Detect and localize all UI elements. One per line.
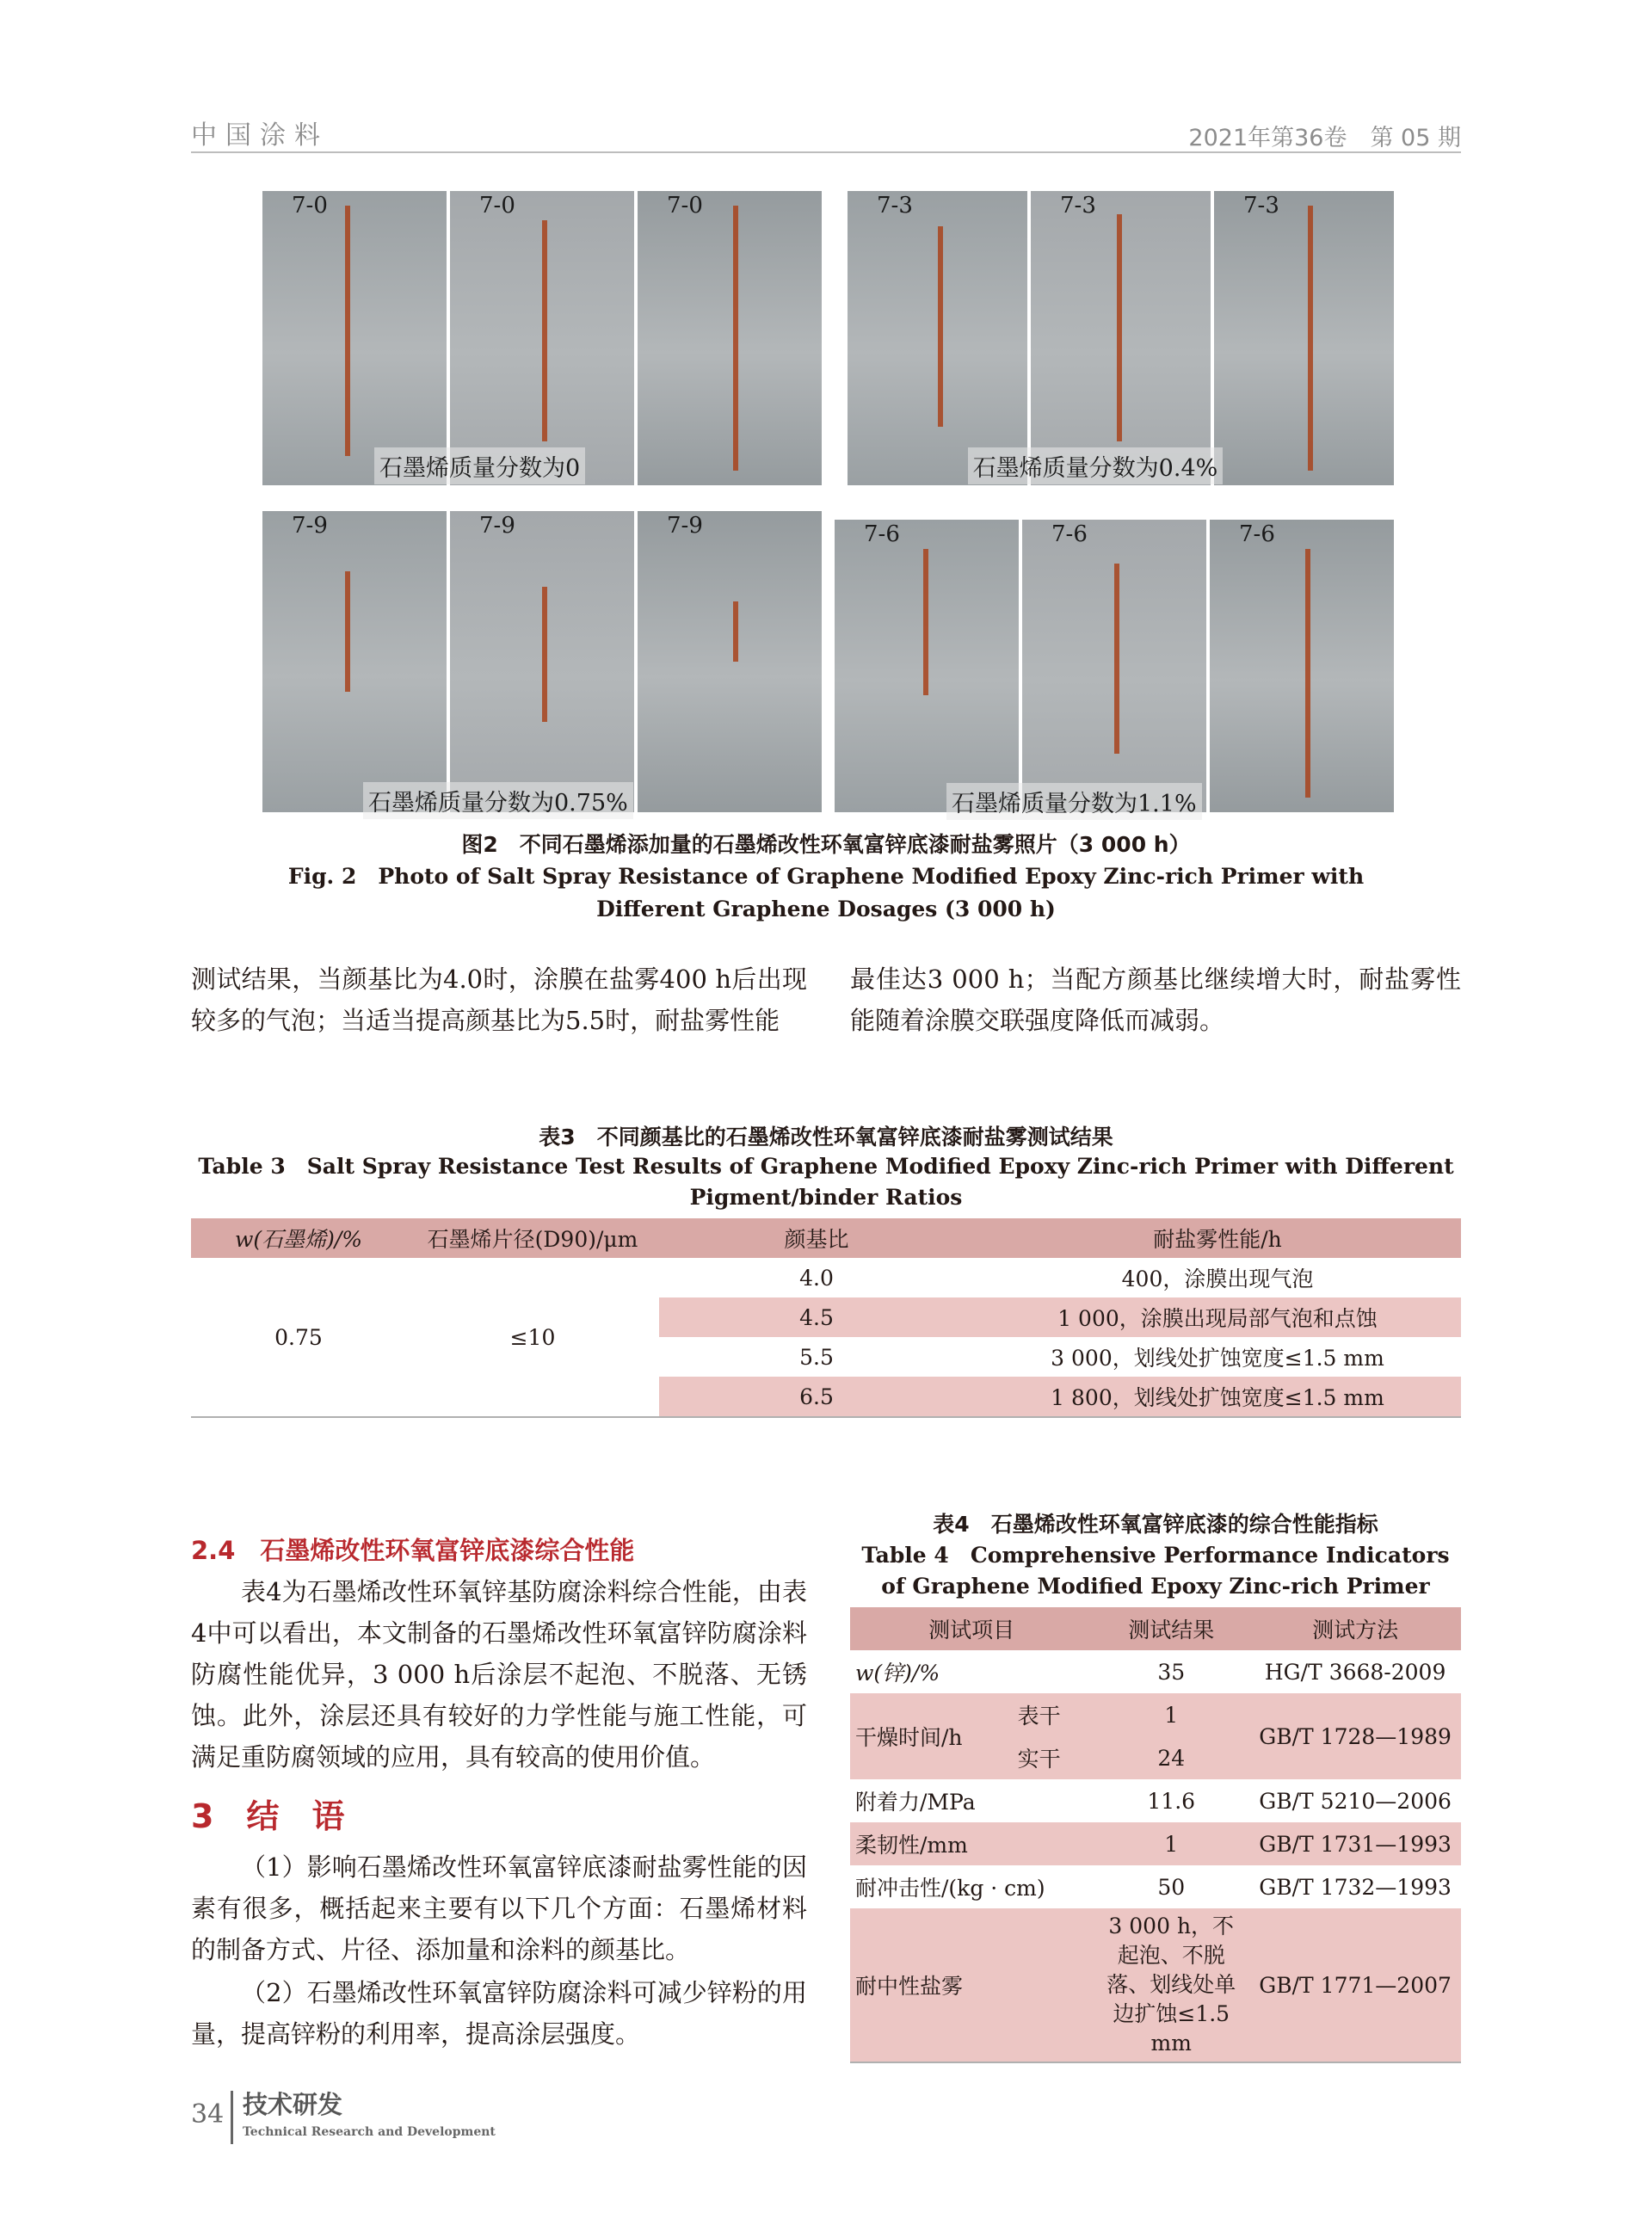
rust-scribe [733,601,738,662]
table-row [850,1650,1461,1693]
result-cell: 3 000 h，不起泡、不脱落、划线处单边扩蚀≤1.5 mm [1093,1908,1249,2062]
ratio-cell: 4.0 [799,1265,834,1291]
specimen-label: 7-0 [292,193,328,219]
col-header: 测试结果 [1093,1607,1249,1650]
method-cell: GB/T 1728—1989 [1249,1693,1461,1779]
size-value: ≤10 [406,1258,659,1417]
specimen-label: 7-6 [1051,521,1088,547]
page-number: 34 [191,2099,225,2129]
section-3-p2: （2）石墨烯改性环氧富锌防腐涂料可减少锌粉的用量，提高锌粉的利用率，提高涂层强度。 [191,1978,807,2049]
method-cell: GB/T 5210—2006 [1259,1788,1452,1814]
specimen-panel [1214,191,1394,485]
table4 [850,1607,1461,2063]
result-cell: 11.6 [1147,1788,1196,1814]
specimen-panel [262,191,447,485]
item-cell: 耐冲击性/(kg · cm) [855,1876,1045,1901]
col-header: 测试项目 [850,1607,1093,1650]
photo-group-0.75 [262,511,822,817]
result-cell: 3 000，划线处扩蚀宽度≤1.5 mm [1051,1346,1384,1371]
rust-scribe [923,549,928,695]
col-header: 颜基比 [659,1218,974,1258]
paragraph-left: 测试结果，当颜基比为4.0时，涂膜在盐雾400 h后出现较多的气泡；当适当提高颜基比为5.5时，耐盐雾性能 [191,965,807,1035]
result-cell: 35 [1157,1659,1186,1685]
result-cell: 1 800，划线处扩蚀宽度≤1.5 mm [974,1377,1461,1417]
photo-group-0 [262,191,822,485]
photo-group-1.1 [835,520,1394,817]
ratio-cell: 5.5 [799,1344,834,1370]
column-name-en: Technical Research and Development [243,2125,496,2139]
table-row [850,1908,1461,2062]
paragraph-right: 最佳达3 000 h；当配方颜基比继续增大时，耐盐雾性能随着涂膜交联强度降低而减弱。 [850,965,1461,1035]
section-3-heading: 3 结 语 [191,1797,345,1835]
specimen-label: 7-0 [667,193,703,219]
figure-caption-cn: 图2 不同石墨烯添加量的石墨烯改性环氧富锌底漆耐盐雾照片（3 000 h） [461,832,1191,857]
item-cell: 干燥时间/h [850,1693,985,1779]
specimen-panel [835,520,1019,812]
dosage-caption: 石墨烯质量分数为0.4% [968,447,1224,484]
table-row [191,1258,1461,1297]
dosage-caption: 石墨烯质量分数为0 [374,447,585,484]
result-cell: 24 [1093,1736,1249,1779]
table-row [850,1779,1461,1822]
table3-title-en: Table 3 Salt Spray Resistance Test Results of Graphene Modified Epoxy Zinc-rich Primer with Different Pigment/binder Ratios [198,1154,1454,1210]
rust-scribe [542,220,547,441]
method-cell: HG/T 3668-2009 [1264,1659,1446,1685]
result-cell: 1 [1093,1693,1249,1736]
section-3-p1: （1）影响石墨烯改性环氧富锌底漆耐盐雾性能的因素有很多，概括起来主要有以下几个方面：石墨烯材料的制备方式、片径、添加量和涂料的颜基比。 [191,1852,807,1964]
rust-scribe [1305,549,1310,798]
col-header: 耐盐雾性能/h [974,1218,1461,1258]
dosage-caption: 石墨烯质量分数为1.1% [946,783,1202,820]
table4-title-cn: 表4 石墨烯改性环氧富锌底漆的综合性能指标 [933,1512,1378,1537]
rust-scribe [1308,206,1313,471]
specimen-panel [1210,520,1394,812]
item-cell: 附着力/MPa [855,1790,976,1815]
ratio-cell: 4.5 [659,1297,974,1337]
section-2-4-heading: 2.4 石墨烯改性环氧富锌底漆综合性能 [191,1536,635,1565]
specimen-panel [638,511,822,812]
specimen-panel [450,511,634,812]
table-header-row [850,1607,1461,1650]
method-cell: GB/T 1771—2007 [1249,1908,1461,2062]
result-cell: 1 000，涂膜出现局部气泡和点蚀 [974,1297,1461,1337]
result-cell: 1 [1093,1822,1249,1865]
table-row [850,1693,1461,1736]
footer-divider [231,2091,233,2144]
figure-caption-en: Fig. 2 Photo of Salt Spray Resistance of Graphene Modified Epoxy Zinc-rich Primer with Different Graphene Dosages (3 000 h) [287,864,1365,921]
specimen-label: 7-6 [1239,521,1275,547]
rust-scribe [1117,214,1122,441]
table3-title-cn: 表3 不同颜基比的石墨烯改性环氧富锌底漆耐盐雾测试结果 [539,1125,1113,1149]
specimen-label: 7-3 [877,193,913,219]
issue-info: 2021年第36卷 第 05 期 [1188,125,1461,151]
item-cell: 耐中性盐雾 [850,1908,1093,2062]
specimen-panel [1031,191,1211,485]
specimen-panel [1022,520,1206,812]
rust-scribe [1114,564,1119,754]
specimen-label: 7-9 [667,513,703,539]
rust-scribe [542,587,547,723]
specimen-label: 7-3 [1243,193,1279,219]
rust-scribe [938,226,943,427]
specimen-label: 7-9 [292,513,328,539]
table3 [191,1218,1461,1418]
specimen-label: 7-9 [479,513,515,539]
table-row [850,1865,1461,1908]
table-row [850,1822,1461,1865]
rust-scribe [345,206,350,456]
header-divider [191,151,1461,153]
method-cell: GB/T 1732—1993 [1259,1874,1452,1900]
rust-scribe [345,571,350,692]
sub-item-cell: 表干 [985,1693,1093,1736]
journal-name: 中国涂料 [191,120,329,151]
specimen-label: 7-6 [864,521,900,547]
photo-group-0.4 [848,191,1394,485]
rust-scribe [733,206,738,471]
table-header-row [191,1218,1461,1258]
item-cell: w(锌)/% [855,1661,940,1686]
item-cell: 柔韧性/mm [850,1822,1093,1865]
specimen-label: 7-3 [1060,193,1096,219]
result-cell: 400，涂膜出现气泡 [1121,1267,1314,1291]
column-name-cn: 技术研发 [243,2090,343,2119]
table4-title-en: Table 4 Comprehensive Performance Indicators of Graphene Modified Epoxy Zinc-rich Primer [861,1543,1450,1599]
section-2-4-body: 表4为石墨烯改性环氧锌基防腐涂料综合性能，由表4中可以看出，本文制备的石墨烯改性环氧富锌防腐涂料防腐性能优异，3 000 h后涂层不起泡、不脱落、无锈蚀。此外，涂层还具有较好的力学性能与施工性能，可满足重防腐领域的应用，具有较高的使用价值。 [191,1577,807,1772]
specimen-panel [848,191,1027,485]
method-cell: GB/T 1731—1993 [1249,1822,1461,1865]
col-header: w(石墨烯)/% [191,1218,406,1258]
graphene-value: 0.75 [191,1258,406,1417]
dosage-caption: 石墨烯质量分数为0.75% [363,782,633,819]
specimen-panel [638,191,822,485]
col-header: 测试方法 [1249,1607,1461,1650]
result-cell: 50 [1157,1874,1186,1900]
specimen-panel [262,511,447,812]
ratio-cell: 6.5 [659,1377,974,1417]
specimen-label: 7-0 [479,193,515,219]
specimen-panel [450,191,634,485]
col-header: 石墨烯片径(D90)/μm [406,1218,659,1258]
sub-item-cell: 实干 [985,1736,1093,1779]
